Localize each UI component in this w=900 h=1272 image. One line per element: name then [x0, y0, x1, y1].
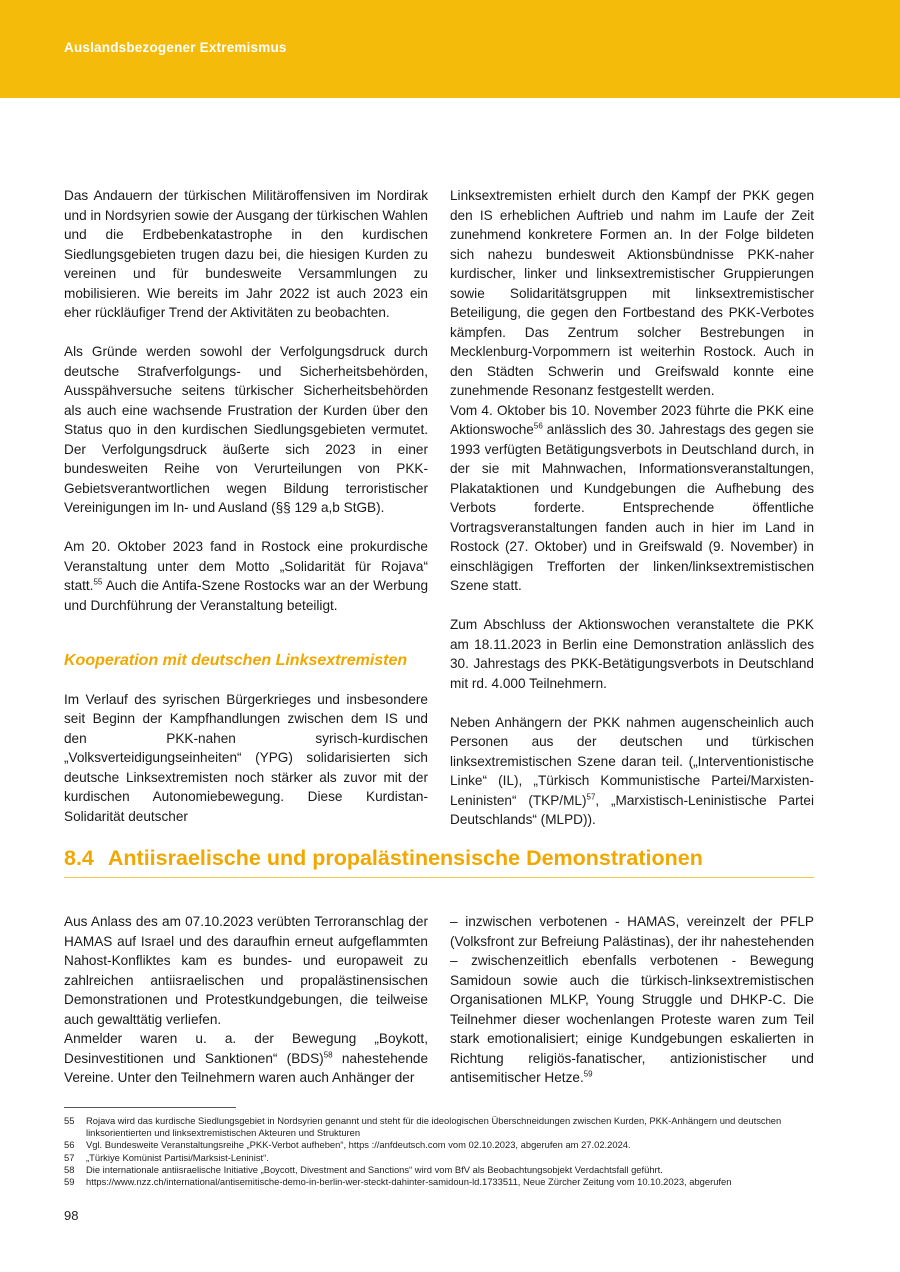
paragraph: Im Verlauf des syrischen Bürgerkrieges und insbesondere seit Beginn der Kampfhandlungen zwischen dem IS und den PKK-nahen syrisch-kurdischen „Volksverteidigungseinheiten“ (YPG) solidarisierten sich deutsche Linksextremisten noch stärker als zuvor mit der kurdischen Autonomiebewegung. Diese Kurdistan-Solidarität deutscher — [64, 691, 428, 824]
column-left-top — [64, 186, 428, 826]
footnote-divider — [64, 1107, 236, 1108]
paragraph: Aus Anlass des am 07.10.2023 verübten Terroranschlag der HAMAS auf Israel und des daraufhin erneut aufgeflammten Nahost-Konfliktes kam es bundes- und europaweit zu zahlreichen antiisraelischen und propalästinensischen Demonstrationen und Protestkundgebungen, die teilweise auch gewalttätig verliefen. — [64, 914, 428, 1027]
footnote: 58 Die internationale antiisraelische Initiative „Boycott, Divestment and Sanctions“ wird vom BfV als Beobachtungsobjekt Verdachtsfall geführt. — [64, 1163, 663, 1175]
footnote: 57 „Türkiye Komünist Partisi/Marksist-Leninist“. — [64, 1151, 269, 1163]
footnote-ref[interactable]: 57 — [586, 791, 596, 801]
page-number: 98 — [64, 1208, 79, 1223]
section-title: Auslandsbezogener Extremismus — [64, 40, 287, 55]
footnote-ref[interactable]: 55 — [93, 577, 103, 587]
section-heading-title: Antiisraelische und propalästinensische Demonstrationen — [107, 846, 703, 870]
paragraph: Am 20. Oktober 2023 fand in Rostock eine prokurdische Veranstaltung unter dem Motto „Solidarität für Rojava“ statt.$^{55}$ Auch die Antifa-Szene Rostocks war an der Werbung und Durchführung der Veranstaltung beteiligt. — [64, 539, 428, 613]
section-heading — [64, 846, 814, 878]
subheading: Kooperation mit deutschen Linksextremisten — [64, 652, 408, 669]
paragraph: Neben Anhängern der PKK nahmen augenscheinlich auch Personen aus der deutschen und türkischen linksextremistischen Szene daran teil. („Interventionistische Linke“ (IL), „Türkisch Kommunistische Partei/Marxisten-Leninisten“ $(TKP/ML)^{57}$, „Marxistisch-Leninistische Partei Deutschlands“ (MLPD)). — [450, 714, 814, 827]
footnote: 55 Rojava wird das kurdische Siedlungsgebiet in Nordsyrien genannt und steht für die ideologischen Überschneidungen zwischen Kurden, PKK-Anhängern und deutschen linksorientierten und linksextremistischen Akteuren und Strukturen — [64, 1115, 782, 1139]
footnote-ref[interactable]: 56 — [533, 421, 543, 431]
column-right-bottom — [450, 912, 814, 1088]
paragraph: Zum Abschluss der Aktionswochen veranstaltete die PKK am 18.11.2023 in Berlin eine Demonstration anlässlich des 30. Jahrestags des PKK-Betätigungsverbots in Deutschland mit rd. 4.000 Teilnehmern. — [450, 617, 814, 691]
paragraph: Anmelder waren u. a. der Bewegung „Boykott, Desinvestitionen und Sanktionen“ (BDS)$^{58}$ nahestehende Vereine. Unter den Teilnehmern waren auch Anhänger der — [64, 1031, 429, 1085]
header-band — [0, 0, 900, 98]
footnote-ref[interactable]: 58 — [323, 1049, 333, 1059]
paragraph: Linksextremisten erhielt durch den Kampf der PKK gegen den IS erheblichen Auftrieb und nahm im Laufe der Zeit zunehmend konkretere Formen an. In der Folge bildeten sich nahezu bundesweit Aktionsbündnisse PKK-naher kurdischer, linker und linksextremistischer Gruppierungen sowie Solidaritätsgruppen mit linksextremistischer Beteiligung, die gegen den Fortbestand des PKK-Verbotes kämpfen. Das Zentrum solcher Bestrebungen in Mecklenburg-Vorpommern ist weiterhin Rostock. Auch in den Städten Schwerin und Greifswald konnte eine zunehmende Resonanz festgestellt werden. — [450, 188, 814, 398]
paragraph: Vom 4. Oktober bis 10. November 2023 führte die PKK eine Aktionswoche$^{56}$ anlässlich des 30. Jahrestags des gegen sie 1993 verfügten Betätigungsverbots in Deutschland durch, in der sie mit Mahnwachen, Informationsveranstaltungen, Plakataktionen und Kundgebungen die Aufhebung des Verbots forderte. Entsprechende öffentliche Vortragsveranstaltungen fanden auch in hier im Land in Rostock (27. Oktober) und in Greifswald (9. November) in einschlägigen Trefforten der linken/linksextremistischen Szene statt. — [450, 402, 814, 593]
footnote: 59 https://www.nzz.ch/international/antisemitische-demo-in-berlin-wer-steckt-dahinter-samidoun-ld.1733511, Neue Zürcher Zeitung vom 10.10.2023, abgerufen — [64, 1176, 732, 1188]
column-right-top — [450, 186, 814, 830]
section-number: 8.4 — [64, 846, 94, 870]
footnote-ref[interactable]: 59 — [583, 1069, 593, 1079]
footnote: 56 Vgl. Bundesweite Veranstaltungsreihe „PKK-Verbot aufheben“, https ://anfdeutsch.com vom 02.10.2023, abgerufen am 27.02.2024. — [64, 1139, 631, 1151]
paragraph: Als Gründe werden sowohl der Verfolgungsdruck durch deutsche Strafverfolgungs- und Sicherheitsbehörden, Ausspähversuche seitens türkischer Sicherheitsbehörden als auch eine wachsende Frustration der Kurden über den Status quo in den kurdischen Siedlungsgebieten vermutet. Der Verfolgungsdruck äußerte sich 2023 in einer bundesweiten Reihe von Verurteilungen von PKK-Gebietsverantwortlichen wegen Bildung terroristischer Vereinigungen im In- und Ausland (§§ 129 a,b StGB). — [64, 344, 428, 515]
column-left-bottom — [64, 912, 428, 1088]
paragraph: Das Andauern der türkischen Militäroffensiven im Nordirak und in Nordsyrien sowie der Ausgang der türkischen Wahlen und die Erdbebenkatastrophe in den kurdischen Siedlungsgebieten trugen dazu bei, die hiesigen Kurden zu vereinen und für bundesweite Versammlungen zu mobilisieren. Wie bereits im Jahr 2022 ist auch 2023 ein eher rückläufiger Trend der Aktivitäten zu beobachten. — [64, 188, 428, 320]
paragraph: – inzwischen verbotenen - HAMAS, vereinzelt der PFLP (Volksfront zur Befreiung Palästinas), der ihr nahestehenden – zwischenzeitlich ebenfalls verbotenen - Bewegung Samidoun sowie auch die türkisch-linksextremistischen Organisationen MLKP, Young Struggle und DHKP-C. Die Teilnehmer dieser wochenlangen Proteste waren zum Teil stark emotionalisiert; einige Kundgebungen eskalierten in Richtung religiös-fanatischer, antizionistischer und antisemitischer Hetze.$^{59}$ — [450, 914, 814, 1085]
footnotes — [64, 1115, 824, 1188]
